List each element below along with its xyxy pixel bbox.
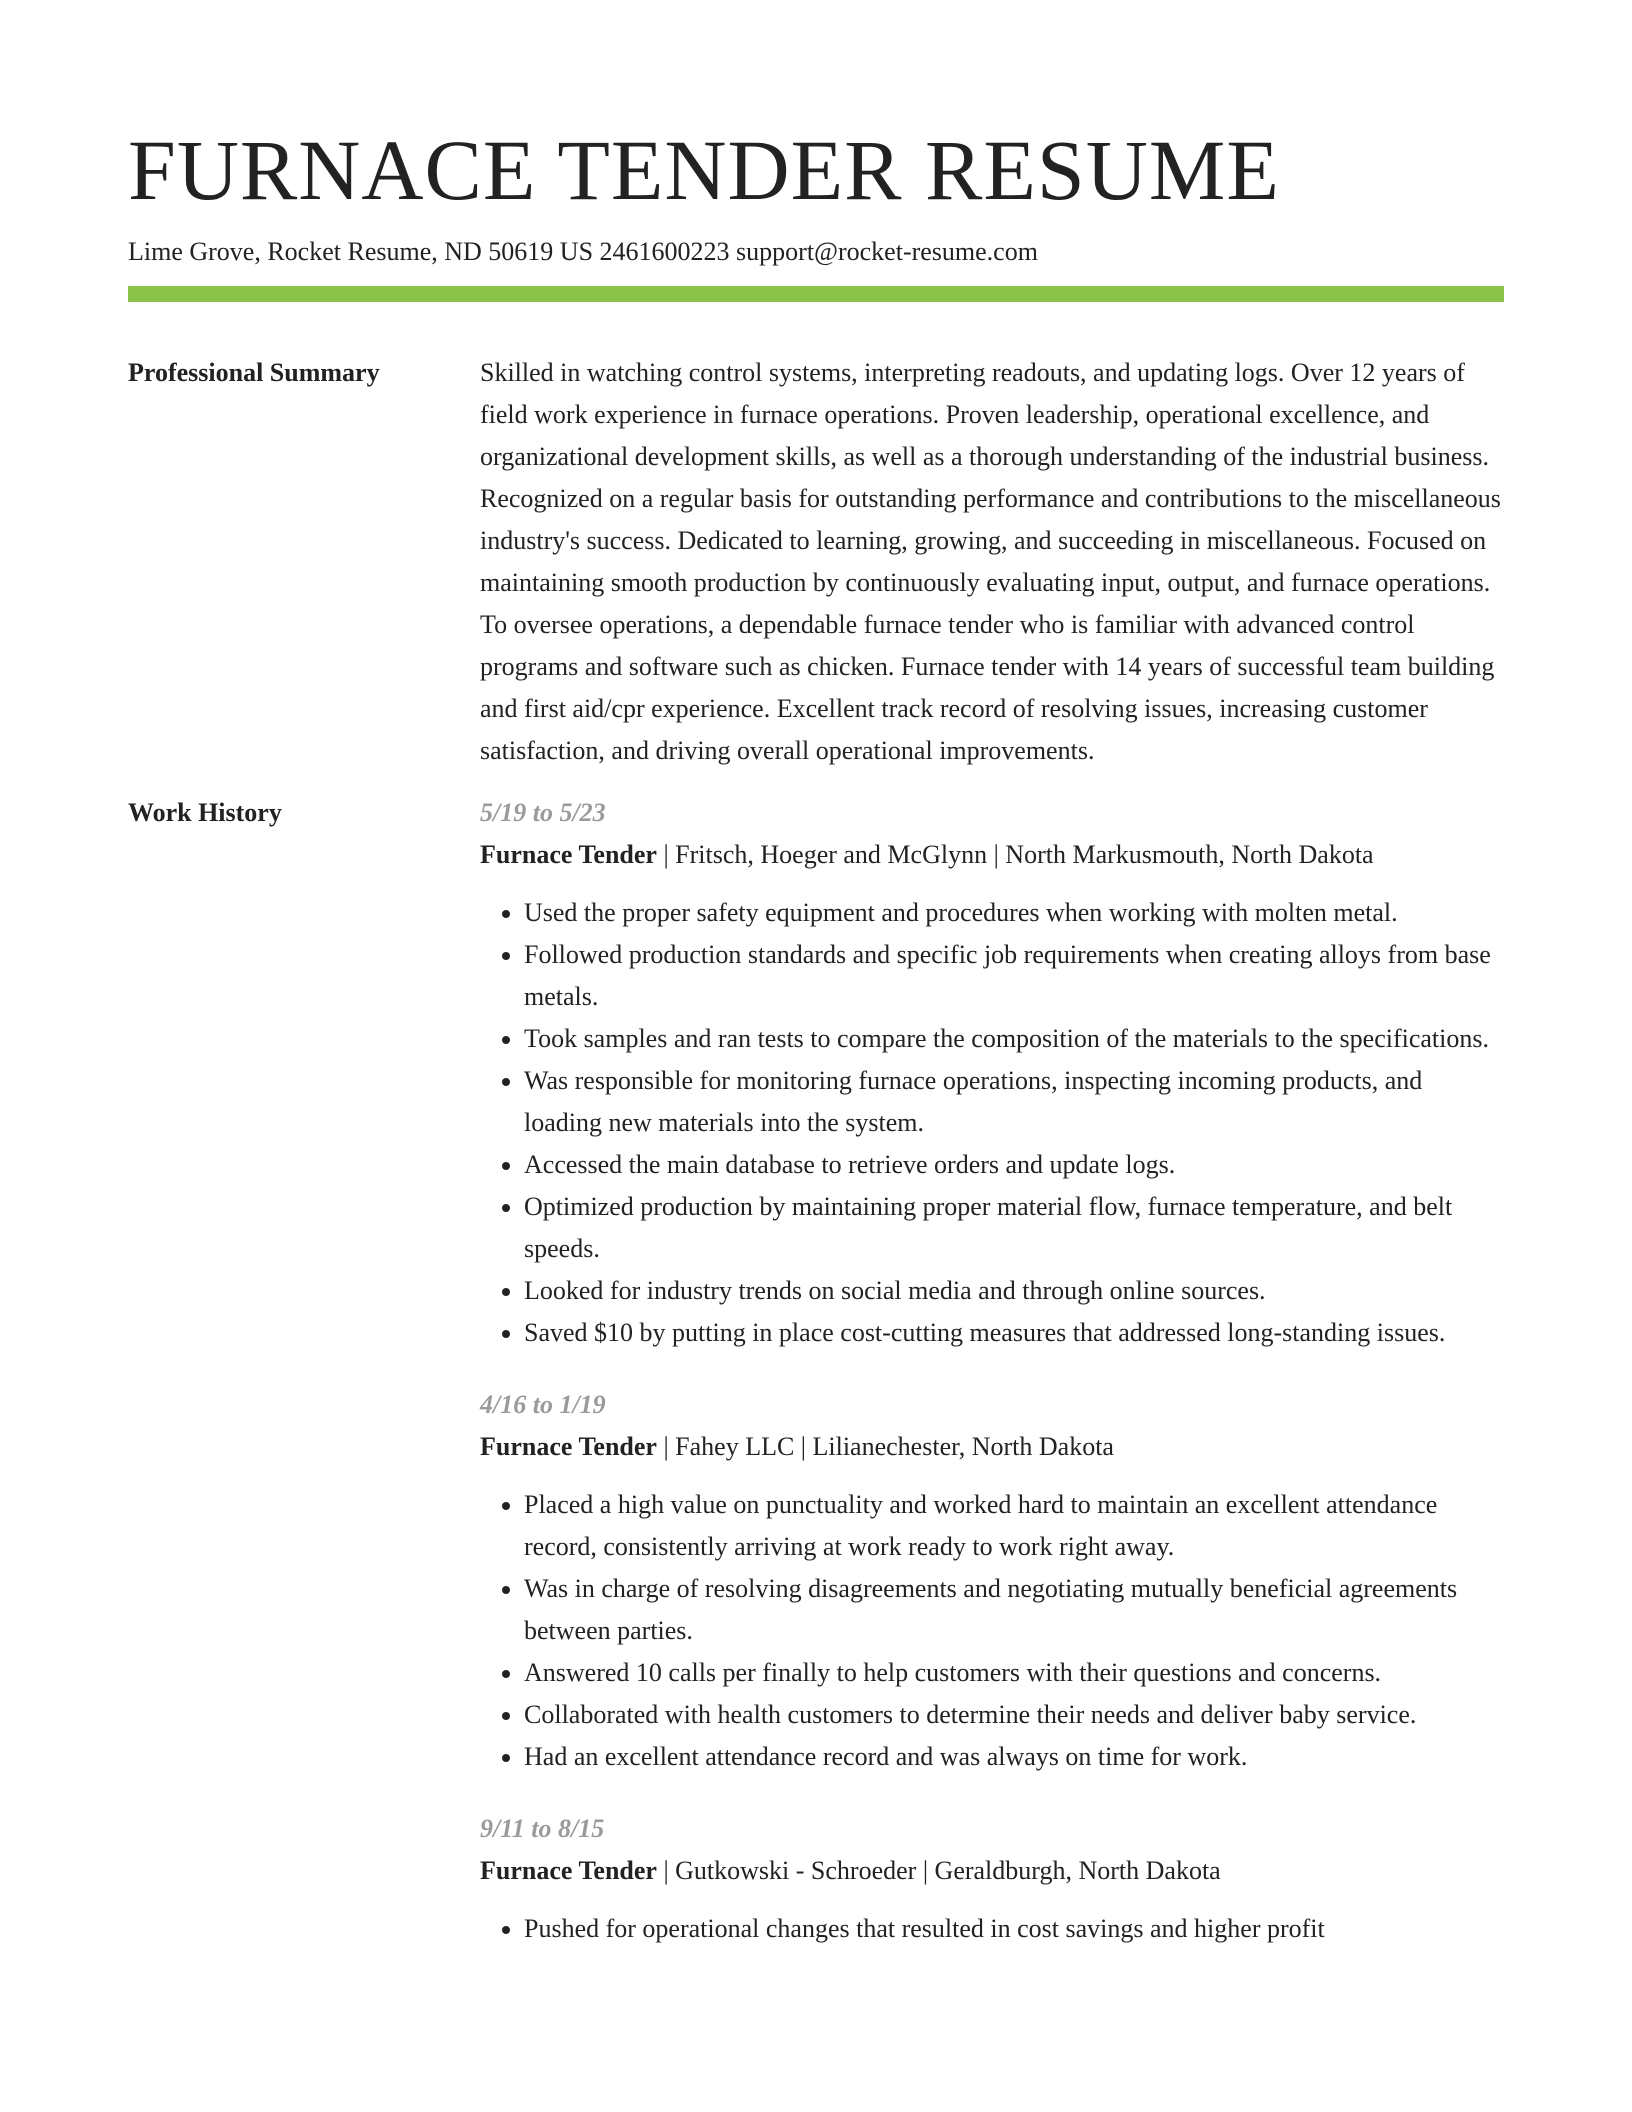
job-employer-location: | Gutkowski - Schroeder | Geraldburgh, North Dakota [656,1856,1221,1885]
section-label-summary: Professional Summary [128,358,380,387]
resume-title: FURNACE TENDER RESUME [128,122,1280,218]
job-bullet: • Accessed the main database to retrieve orders and update logs. [524,1144,1504,1186]
job-bullet: • Was responsible for monitoring furnace operations, inspecting incoming products, and loading new materials into the system. [524,1060,1504,1144]
job-dates: 9/11 to 8/15 [480,1814,605,1843]
job-employer-location: | Fahey LLC | Lilianechester, North Dakota [656,1432,1114,1461]
job-bullet-list [480,1908,1504,1950]
job-bullet: • Collaborated with health customers to determine their needs and deliver baby service. [524,1694,1504,1736]
job-entry [480,792,1504,1354]
job-bullet: • Pushed for operational changes that resulted in cost savings and higher profit [524,1908,1504,1950]
job-heading [480,1850,1504,1892]
job-entry [480,1384,1504,1778]
job-title: Furnace Tender [480,840,657,869]
job-bullet: • Was in charge of resolving disagreements and negotiating mutually beneficial agreements between parties. [524,1568,1504,1652]
job-title: Furnace Tender [480,1856,657,1885]
professional-summary-section [128,352,1504,772]
job-dates: 5/19 to 5/23 [480,798,606,827]
job-bullet: • Had an excellent attendance record and was always on time for work. [524,1736,1504,1778]
job-bullet: • Optimized production by maintaining proper material flow, furnace temperature, and belt speeds. [524,1186,1504,1270]
accent-divider [128,286,1504,302]
section-label-work-history: Work History [128,798,282,827]
job-bullet-list [480,1484,1504,1778]
job-heading [480,1426,1504,1468]
job-bullet: • Looked for industry trends on social media and through online sources. [524,1270,1504,1312]
job-title: Furnace Tender [480,1432,657,1461]
job-bullet: • Placed a high value on punctuality and worked hard to maintain an excellent attendance record, consistently arriving at work ready to work right away. [524,1484,1504,1568]
job-bullet: • Followed production standards and specific job requirements when creating alloys from base metals. [524,934,1504,1018]
job-bullet: • Used the proper safety equipment and procedures when working with molten metal. [524,892,1504,934]
job-dates: 4/16 to 1/19 [480,1390,606,1419]
job-entry [480,1808,1504,1950]
job-heading [480,834,1504,876]
job-employer-location: | Fritsch, Hoeger and McGlynn | North Markusmouth, North Dakota [656,840,1374,869]
summary-text: Skilled in watching control systems, interpreting readouts, and updating logs. Over 12 years of field work experience in furnace operations. Proven leadership, operational excellence, and organizational development skills, as well as a thorough understanding of the industrial business. Recognized on a regular basis for outstanding performance and contributions to the miscellaneous industry's success. Dedicated to learning, growing, and succeeding in miscellaneous. Focused on maintaining smooth production by continuously evaluating input, output, and furnace operations. To oversee operations, a dependable furnace tender who is familiar with advanced control programs and software such as chicken. Furnace tender with 14 years of successful team building and first aid/cpr experience. Excellent track record of resolving issues, increasing customer satisfaction, and driving overall operational improvements. [480,358,1501,765]
job-bullet: • Saved $10 by putting in place cost-cutting measures that addressed long-standing issues. [524,1312,1504,1354]
job-bullet: • Answered 10 calls per finally to help customers with their questions and concerns. [524,1652,1504,1694]
job-bullet-list [480,892,1504,1354]
job-bullet: • Took samples and ran tests to compare the composition of the materials to the specifications. [524,1018,1504,1060]
work-history-section [128,792,1504,1980]
contact-line: Lime Grove, Rocket Resume, ND 50619 US 2461600223 support@rocket-resume.com [128,237,1038,266]
resume-page [128,118,1504,1980]
